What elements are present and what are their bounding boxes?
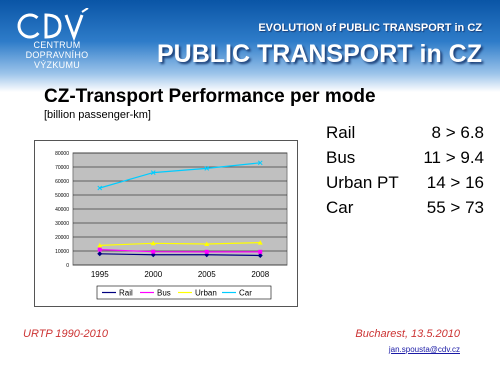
logo-line-2: DOPRAVNÍHO	[25, 50, 89, 60]
y-tick-label: 60000	[55, 179, 69, 185]
stat-label: Rail	[326, 123, 356, 142]
section-title: CZ-Transport Performance per mode	[44, 86, 376, 107]
stats-panel	[326, 120, 484, 220]
stat-row-car	[326, 195, 484, 220]
data-point-bus	[258, 250, 262, 254]
stat-label: Car	[326, 198, 354, 217]
y-tick-label: 20000	[55, 235, 69, 241]
stat-value: 14 > 16	[426, 173, 484, 192]
line-chart	[35, 141, 297, 306]
y-tick-label: 30000	[55, 221, 69, 227]
legend-label: Bus	[157, 288, 171, 298]
footer-left: URTP 1990-2010	[23, 328, 108, 340]
y-tick-label: 50000	[55, 193, 69, 199]
y-tick-label: 40000	[55, 207, 69, 213]
stat-value: 55 > 73	[426, 198, 484, 217]
section-subtitle: [billion passenger-km]	[44, 109, 151, 121]
stat-row-bus	[326, 145, 484, 170]
email-link[interactable]: jan.spousta@cdv.cz	[388, 345, 460, 354]
logo-line-3: VÝZKUMU	[33, 60, 81, 70]
logo-text	[14, 40, 100, 70]
footer-right: Bucharest, 13.5.2010	[355, 328, 460, 340]
stat-label: Bus	[326, 148, 356, 167]
stat-value: 11 > 9.4	[423, 148, 484, 167]
header-subtitle: EVOLUTION of PUBLIC TRANSPORT in CZ	[258, 22, 482, 34]
y-tick-label: 0	[66, 263, 69, 269]
x-tick-label: 2000	[144, 270, 163, 279]
x-tick-label: 2008	[251, 270, 270, 279]
data-point-bus	[98, 248, 102, 252]
y-tick-label: 80000	[55, 151, 69, 157]
stat-row-rail	[326, 120, 484, 145]
y-tick-label: 10000	[55, 249, 69, 255]
x-tick-label: 2005	[197, 270, 216, 279]
legend-label: Urban	[195, 288, 217, 298]
data-point-bus	[151, 250, 155, 254]
chart-container	[34, 140, 298, 307]
y-tick-label: 70000	[55, 165, 69, 171]
stat-label: Urban PT	[326, 173, 399, 192]
x-tick-label: 1995	[90, 270, 109, 279]
legend-label: Rail	[119, 288, 133, 298]
header-title: PUBLIC TRANSPORT in CZ	[157, 40, 482, 68]
data-point-bus	[205, 250, 209, 254]
stat-row-urban	[326, 170, 484, 195]
logo-line-1: CENTRUM	[33, 40, 81, 50]
stat-value: 8 > 6.8	[431, 123, 484, 142]
legend-label: Car	[239, 288, 252, 298]
